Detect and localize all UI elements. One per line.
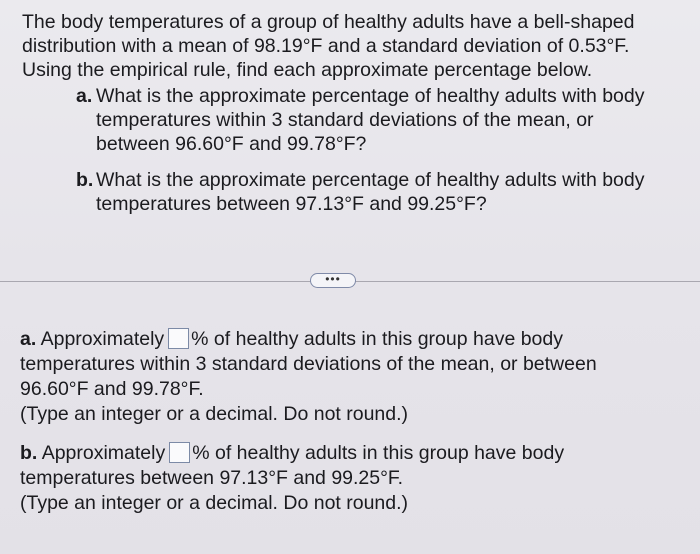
answer-a	[20, 327, 685, 427]
part-a-line-3: between 96.60°F and 99.78°F?	[96, 133, 367, 155]
answer-a-suffix: % of healthy adults in this group have body	[191, 328, 563, 350]
part-a-line-2: temperatures within 3 standard deviations of the mean, or	[96, 109, 594, 131]
answer-a-note: (Type an integer or a decimal. Do not round.)	[20, 403, 409, 425]
part-b-label: b.	[76, 169, 94, 191]
answer-b-prefix: Approximately	[41, 442, 166, 464]
answer-b-suffix: % of healthy adults in this group have body	[192, 442, 565, 464]
answer-a-prefix: Approximately	[40, 328, 165, 350]
part-b-line-1: What is the approximate percentage of healthy adults with body	[96, 169, 645, 191]
answer-b	[20, 441, 685, 516]
answer-a-input[interactable]	[168, 328, 189, 349]
part-a-label: a.	[76, 85, 93, 107]
answer-b-line-2: temperatures between 97.13°F and 99.25°F.	[20, 467, 404, 489]
question-text	[22, 10, 682, 216]
answer-section	[20, 327, 685, 516]
expand-more-button[interactable]: •••	[310, 273, 356, 288]
answer-b-input[interactable]	[169, 442, 190, 463]
part-b-text	[76, 168, 682, 216]
intro-line-2: distribution with a mean of 98.19°F and a standard deviation of 0.53°F.	[22, 35, 630, 57]
question-intro	[22, 10, 682, 82]
answer-b-label: b.	[20, 442, 38, 464]
question-part-a	[76, 84, 682, 156]
part-a-text	[76, 84, 682, 156]
intro-line-3: Using the empirical rule, find each approximate percentage below.	[22, 59, 593, 81]
question-part-b	[76, 168, 682, 216]
intro-line-1: The body temperatures of a group of healthy adults have a bell-shaped	[22, 11, 635, 33]
part-a-line-1: What is the approximate percentage of healthy adults with body	[96, 85, 645, 107]
part-b-line-2: temperatures between 97.13°F and 99.25°F?	[96, 193, 487, 215]
answer-a-line-3: 96.60°F and 99.78°F.	[20, 378, 204, 400]
answer-b-note: (Type an integer or a decimal. Do not round.)	[20, 492, 409, 514]
answer-a-label: a.	[20, 328, 37, 350]
answer-a-line-2: temperatures within 3 standard deviations of the mean, or between	[20, 353, 597, 375]
